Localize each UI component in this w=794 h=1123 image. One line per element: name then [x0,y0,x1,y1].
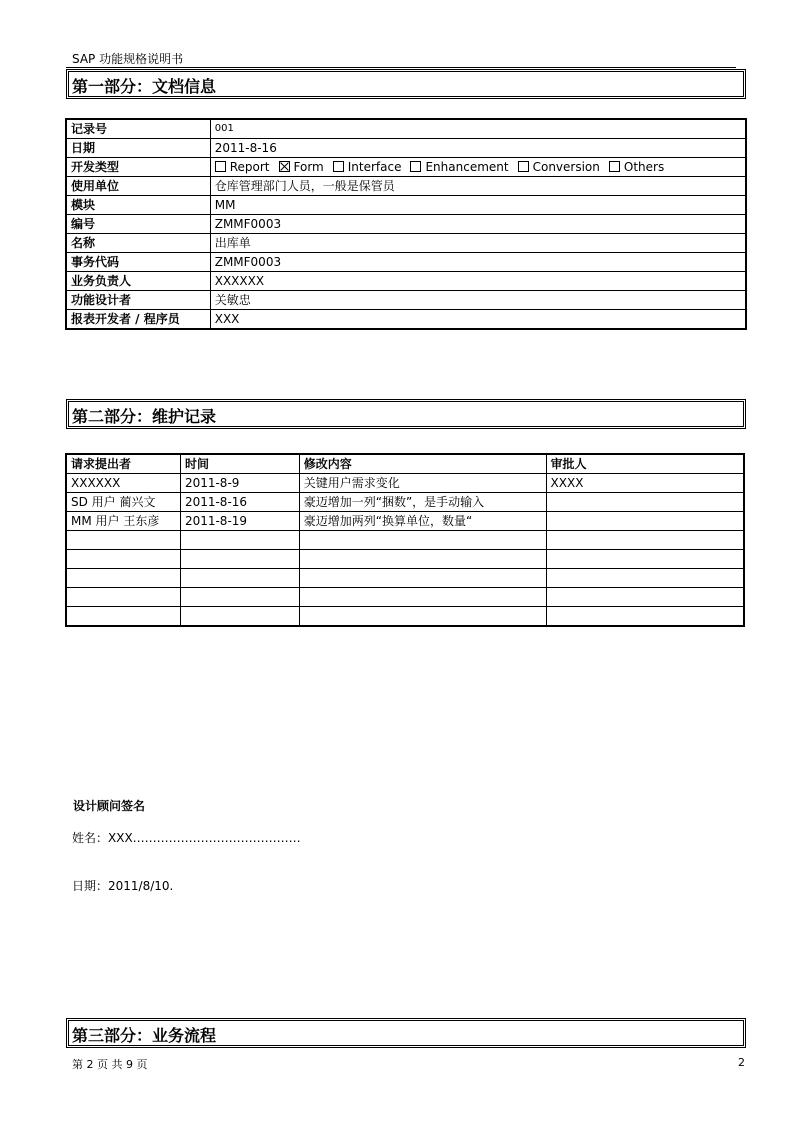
info-value: XXX [210,310,745,329]
info-row [67,253,746,272]
info-value [210,158,745,177]
checkbox-icon[interactable] [215,161,226,172]
table-cell [180,569,299,588]
checkbox-icon[interactable] [333,161,344,172]
dev-type-option[interactable] [333,158,402,176]
info-value: 关敏忠 [210,291,745,310]
table-row [67,550,744,569]
table-cell [67,607,181,626]
table-cell [546,607,743,626]
section-3-title: 第三部分：业务流程 [72,1026,217,1045]
table-cell [180,607,299,626]
info-label: 记录号 [67,120,211,139]
table-cell [180,550,299,569]
table-cell [299,569,546,588]
info-label: 编号 [67,215,211,234]
table-cell [299,550,546,569]
info-row [67,234,746,253]
table-cell [546,493,743,512]
table-cell: 豪迈增加两列“换算单位，数量“ [299,512,546,531]
dev-type-label: Others [623,160,665,174]
section-2-title: 第二部分：维护记录 [72,407,217,426]
table-cell: 2011-8-19 [180,512,299,531]
column-header: 审批人 [546,455,743,474]
column-header: 时间 [180,455,299,474]
info-value: ZMMF0003 [210,253,745,272]
info-value: 001 [210,120,745,139]
table-cell [299,588,546,607]
dev-type-option[interactable] [518,158,600,176]
info-label: 功能设计者 [67,291,211,310]
table-cell [546,588,743,607]
table-row [67,474,744,493]
table-row [67,588,744,607]
info-row [67,158,746,177]
table-cell: 2011-8-9 [180,474,299,493]
table-cell [546,512,743,531]
table-cell: 豪迈增加一列“捆数”，是手动输入 [299,493,546,512]
signature-title: 设计顾问签名 [73,799,146,813]
info-label: 事务代码 [67,253,211,272]
info-label: 模块 [67,196,211,215]
info-value: ZMMF0003 [210,215,745,234]
info-row [67,139,746,158]
dev-type-option[interactable] [215,158,270,176]
checked-checkbox-icon[interactable] [279,161,290,172]
info-row [67,310,746,329]
signature-date-line: 日期：2011/8/10. [72,879,174,893]
page-count-label: 第 2 页 共 9 页 [72,1058,148,1071]
checkbox-icon[interactable] [410,161,421,172]
table-cell [67,569,181,588]
table-row [67,569,744,588]
info-value: XXXXXX [210,272,745,291]
header-rule [66,67,736,68]
info-label: 使用单位 [67,177,211,196]
section-3-heading [66,1018,746,1048]
info-value: 出库单 [210,234,745,253]
checkbox-icon[interactable] [609,161,620,172]
info-row [67,272,746,291]
dev-type-option[interactable] [410,158,508,176]
table-cell [67,588,181,607]
table-cell [546,550,743,569]
section-2-heading [66,399,746,429]
table-cell [546,569,743,588]
table-cell: 关键用户需求变化 [299,474,546,493]
info-row [67,291,746,310]
table-row [67,531,744,550]
info-row [67,196,746,215]
table-row [67,512,744,531]
dev-type-option[interactable] [609,158,664,176]
info-value: MM [210,196,745,215]
info-label: 名称 [67,234,211,253]
table-cell: SD 用户 蔺兴文 [67,493,181,512]
document-header-title: SAP 功能规格说明书 [72,52,184,66]
table-cell: XXXXXX [67,474,181,493]
table-row [67,607,744,626]
table-cell [546,531,743,550]
table-cell: MM 用户 王东彦 [67,512,181,531]
table-row [67,493,744,512]
table-cell: 2011-8-16 [180,493,299,512]
info-row [67,177,746,196]
info-value: 2011-8-16 [210,139,745,158]
table-cell [299,607,546,626]
table-cell [299,531,546,550]
info-row [67,120,746,139]
table-cell: XXXX [546,474,743,493]
info-label: 报表开发者 / 程序员 [67,310,211,329]
table-header-row [67,455,744,474]
section-1-heading [66,69,746,99]
dev-type-option[interactable] [279,158,324,176]
dev-type-label: Enhancement [425,160,509,174]
info-label: 日期 [67,139,211,158]
dev-type-label: Report [229,160,270,174]
table-cell [180,531,299,550]
table-cell [67,550,181,569]
dev-type-label: Form [293,160,324,174]
info-label: 业务负责人 [67,272,211,291]
info-row [67,215,746,234]
info-value: 仓库管理部门人员，一般是保管员 [210,177,745,196]
document-info-table [66,119,746,329]
table-cell [67,531,181,550]
column-header: 请求提出者 [67,455,181,474]
section-1-title: 第一部分：文档信息 [72,77,217,96]
dev-type-label: Conversion [532,160,600,174]
page-number: 2 [738,1056,745,1069]
column-header: 修改内容 [299,455,546,474]
checkbox-icon[interactable] [518,161,529,172]
table-cell [180,588,299,607]
dev-type-label: Interface [347,160,402,174]
signature-name-line: 姓名：XXX…………………………………… [72,831,301,845]
info-label: 开发类型 [67,158,211,177]
maintenance-record-table [66,454,744,626]
